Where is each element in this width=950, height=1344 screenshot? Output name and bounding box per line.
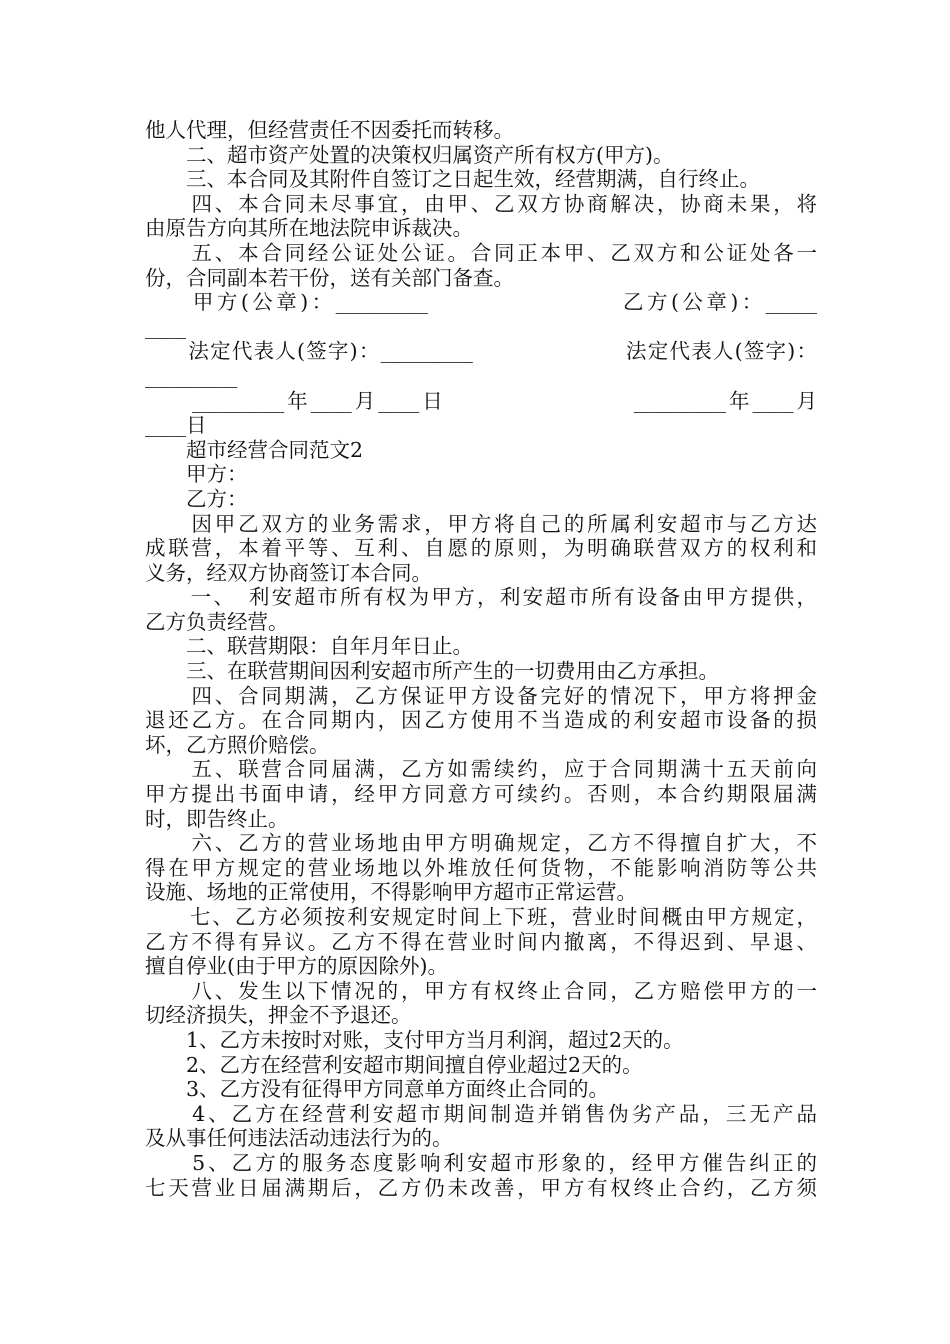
text-line: 四、本合同未尽事宜，由甲、乙双方协商解决，协商未果，将 [145, 191, 817, 216]
text-line: 切经济损失，押金不予退还。 [145, 1003, 412, 1028]
text-line: 设施、场地的正常使用，不得影响甲方超市正常运营。 [145, 880, 637, 905]
text-line: ____日 [145, 413, 207, 438]
text-line: 乙方负责经营。 [145, 609, 289, 634]
text-line: 一、 利安超市所有权为甲方，利安超市所有设备由甲方提供， [145, 585, 817, 610]
text-line: 八、发生以下情况的，甲方有权终止合同，乙方赔偿甲方的一 [145, 978, 817, 1003]
text-line: 擅自停业(由于甲方的原因除外)。 [145, 954, 448, 979]
text-line: 超市经营合同范文2 [145, 437, 364, 462]
text-line: 3、乙方没有征得甲方同意单方面终止合同的。 [145, 1077, 610, 1102]
text-line: 五、联营合同届满，乙方如需续约，应于合同期满十五天前向 [145, 757, 817, 782]
text-line: 义务，经双方协商签订本合同。 [145, 560, 432, 585]
text-line: 5、乙方的服务态度影响利安超市形象的，经甲方催告纠正的 [145, 1150, 817, 1175]
text-line: 时，即告终止。 [145, 806, 289, 831]
text-line: ____ [145, 314, 186, 339]
text-line: 1、乙方未按时对账，支付甲方当月利润，超过2天的。 [145, 1027, 684, 1052]
text-line: 三、本合同及其附件自签订之日起生效，经营期满，自行终止。 [145, 167, 760, 192]
text-line: 四、合同期满，乙方保证甲方设备完好的情况下，甲方将押金 [145, 683, 817, 708]
text-line: 二、超市资产处置的决策权归属资产所有权方(甲方)。 [145, 142, 674, 167]
text-line: 4、乙方在经营利安超市期间制造并销售伪劣产品，三无产品 [145, 1101, 817, 1126]
text-line: 2、乙方在经营利安超市期间擅自停业超过2天的。 [145, 1052, 643, 1077]
text-line: 三、在联营期间因利安超市所产生的一切费用由乙方承担。 [145, 659, 719, 684]
text-line: 法定代表人(签字)：_________ 法定代表人(签字)： [145, 339, 817, 364]
text-line: 因甲乙双方的业务需求，甲方将自己的所属利安超市与乙方达 [145, 511, 817, 536]
text-line: 退还乙方。在合同期内，因乙方使用不当造成的利安超市设备的损 [145, 708, 817, 733]
text-line: 乙方： [145, 486, 248, 511]
text-line: 七天营业日届满期后，乙方仍未改善，甲方有权终止合约，乙方须 [145, 1175, 817, 1200]
text-line: 由原告方向其所在地法院申诉裁决。 [145, 216, 473, 241]
text-line: 得在甲方规定的营业场地以外堆放任何货物，不能影响消防等公共 [145, 855, 817, 880]
text-line: 坏，乙方照价赔偿。 [145, 732, 330, 757]
text-line: 五、本合同经公证处公证。合同正本甲、乙双方和公证处各一 [145, 240, 817, 265]
text-line: 甲方(公章)：_________ 乙方(公章)：_____ [145, 290, 817, 315]
text-line: 乙方不得有异议。乙方不得在营业时间内撤离，不得迟到、早退、 [145, 929, 817, 954]
document-page [145, 118, 817, 1200]
text-line: 他人代理，但经营责任不因委托而转移。 [145, 118, 514, 142]
text-line: 甲方提出书面申请，经甲方同意方可续约。否则，本合约期限届满 [145, 782, 817, 807]
text-line: 成联营，本着平等、互利、自愿的原则，为明确联营双方的权利和 [145, 536, 817, 561]
text-line: 二、联营期限：自年月年日止。 [145, 634, 473, 659]
text-line: _________ [145, 363, 238, 388]
text-line: 甲方： [145, 462, 248, 487]
text-line: 六、乙方的营业场地由甲方明确规定，乙方不得擅自扩大，不 [145, 831, 817, 856]
text-line: 七、乙方必须按利安规定时间上下班，营业时间概由甲方规定， [145, 905, 817, 929]
text-line: 份，合同副本若干份，送有关部门备查。 [145, 265, 514, 290]
text-line: _________年____月____日 _________年____月 [145, 388, 817, 413]
text-line: 及从事任何违法活动违法行为的。 [145, 1126, 453, 1151]
